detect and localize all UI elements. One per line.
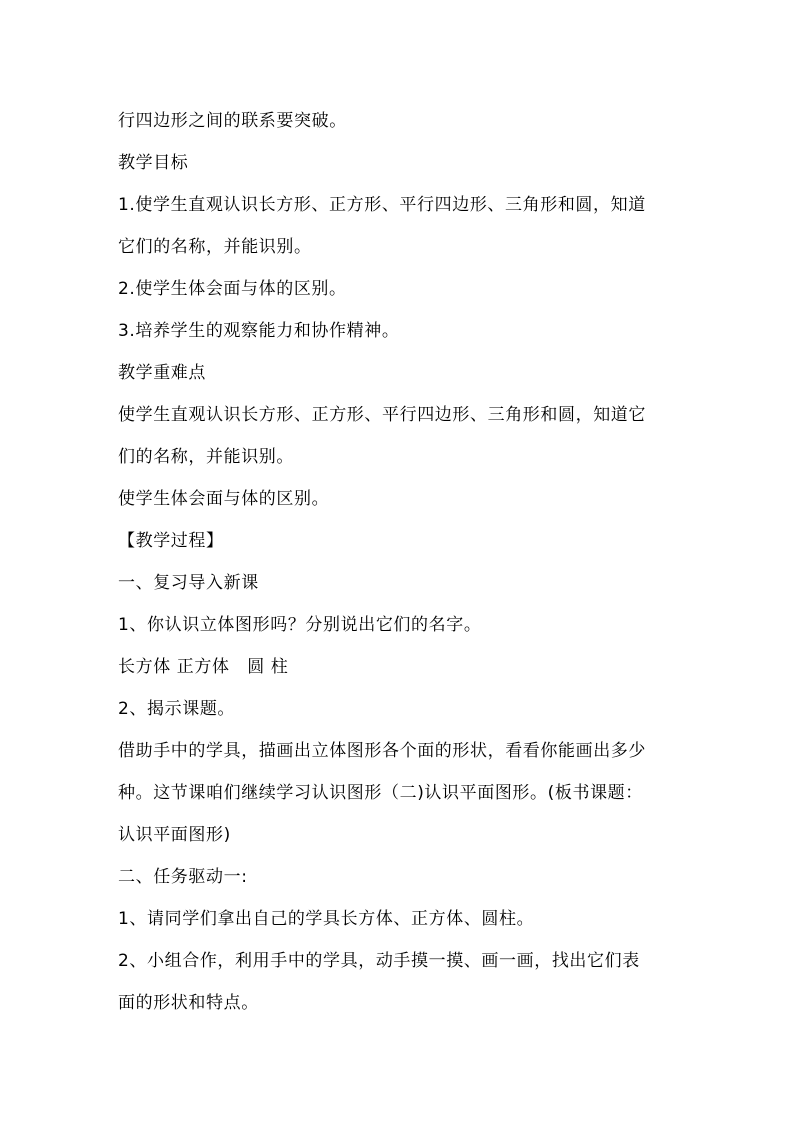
- text-line: 使学生直观认识长方形、正方形、平行四边形、三角形和圆，知道它: [118, 405, 646, 425]
- text-line: 借助手中的学具，描画出立体图形各个面的形状，看看你能画出多少: [118, 741, 646, 761]
- section-heading: 【教学过程】: [118, 531, 224, 551]
- text-line: 1、你认识立体图形吗？分别说出它们的名字。: [118, 615, 482, 635]
- text-line: 种。这节课咱们继续学习认识图形（二)认识平面图形。(板书课题：: [118, 783, 643, 803]
- text-line: 认识平面图形): [118, 825, 231, 845]
- text-line: 使学生体会面与体的区别。: [118, 489, 330, 509]
- text-line: 行四边形之间的联系要突破。: [118, 111, 347, 131]
- section-heading: 教学目标: [118, 153, 189, 173]
- text-line: 2、小组合作，利用手中的学具，动手摸一摸、画一画，找出它们表: [118, 951, 640, 971]
- section-heading: 一、复习导入新课: [118, 573, 259, 593]
- text-line: 3.培养学生的观察能力和协作精神。: [118, 321, 400, 341]
- document-body: [118, 100, 683, 1024]
- text-line: 2.使学生体会面与体的区别。: [118, 279, 347, 299]
- text-line: 们的名称，并能识别。: [118, 447, 294, 467]
- text-line: 2、揭示课题。: [118, 699, 236, 719]
- section-heading: 二、任务驱动一:: [118, 867, 248, 887]
- section-heading: 教学重难点: [118, 363, 206, 383]
- text-line: 它们的名称，并能识别。: [118, 237, 312, 257]
- text-line: 1、请同学们拿出自己的学具长方体、正方体、圆柱。: [118, 909, 535, 929]
- text-line: 长方体 正方体 圆 柱: [118, 657, 289, 677]
- text-line: 1.使学生直观认识长方形、正方形、平行四边形、三角形和圆，知道: [118, 195, 646, 215]
- text-line: 面的形状和特点。: [118, 993, 259, 1013]
